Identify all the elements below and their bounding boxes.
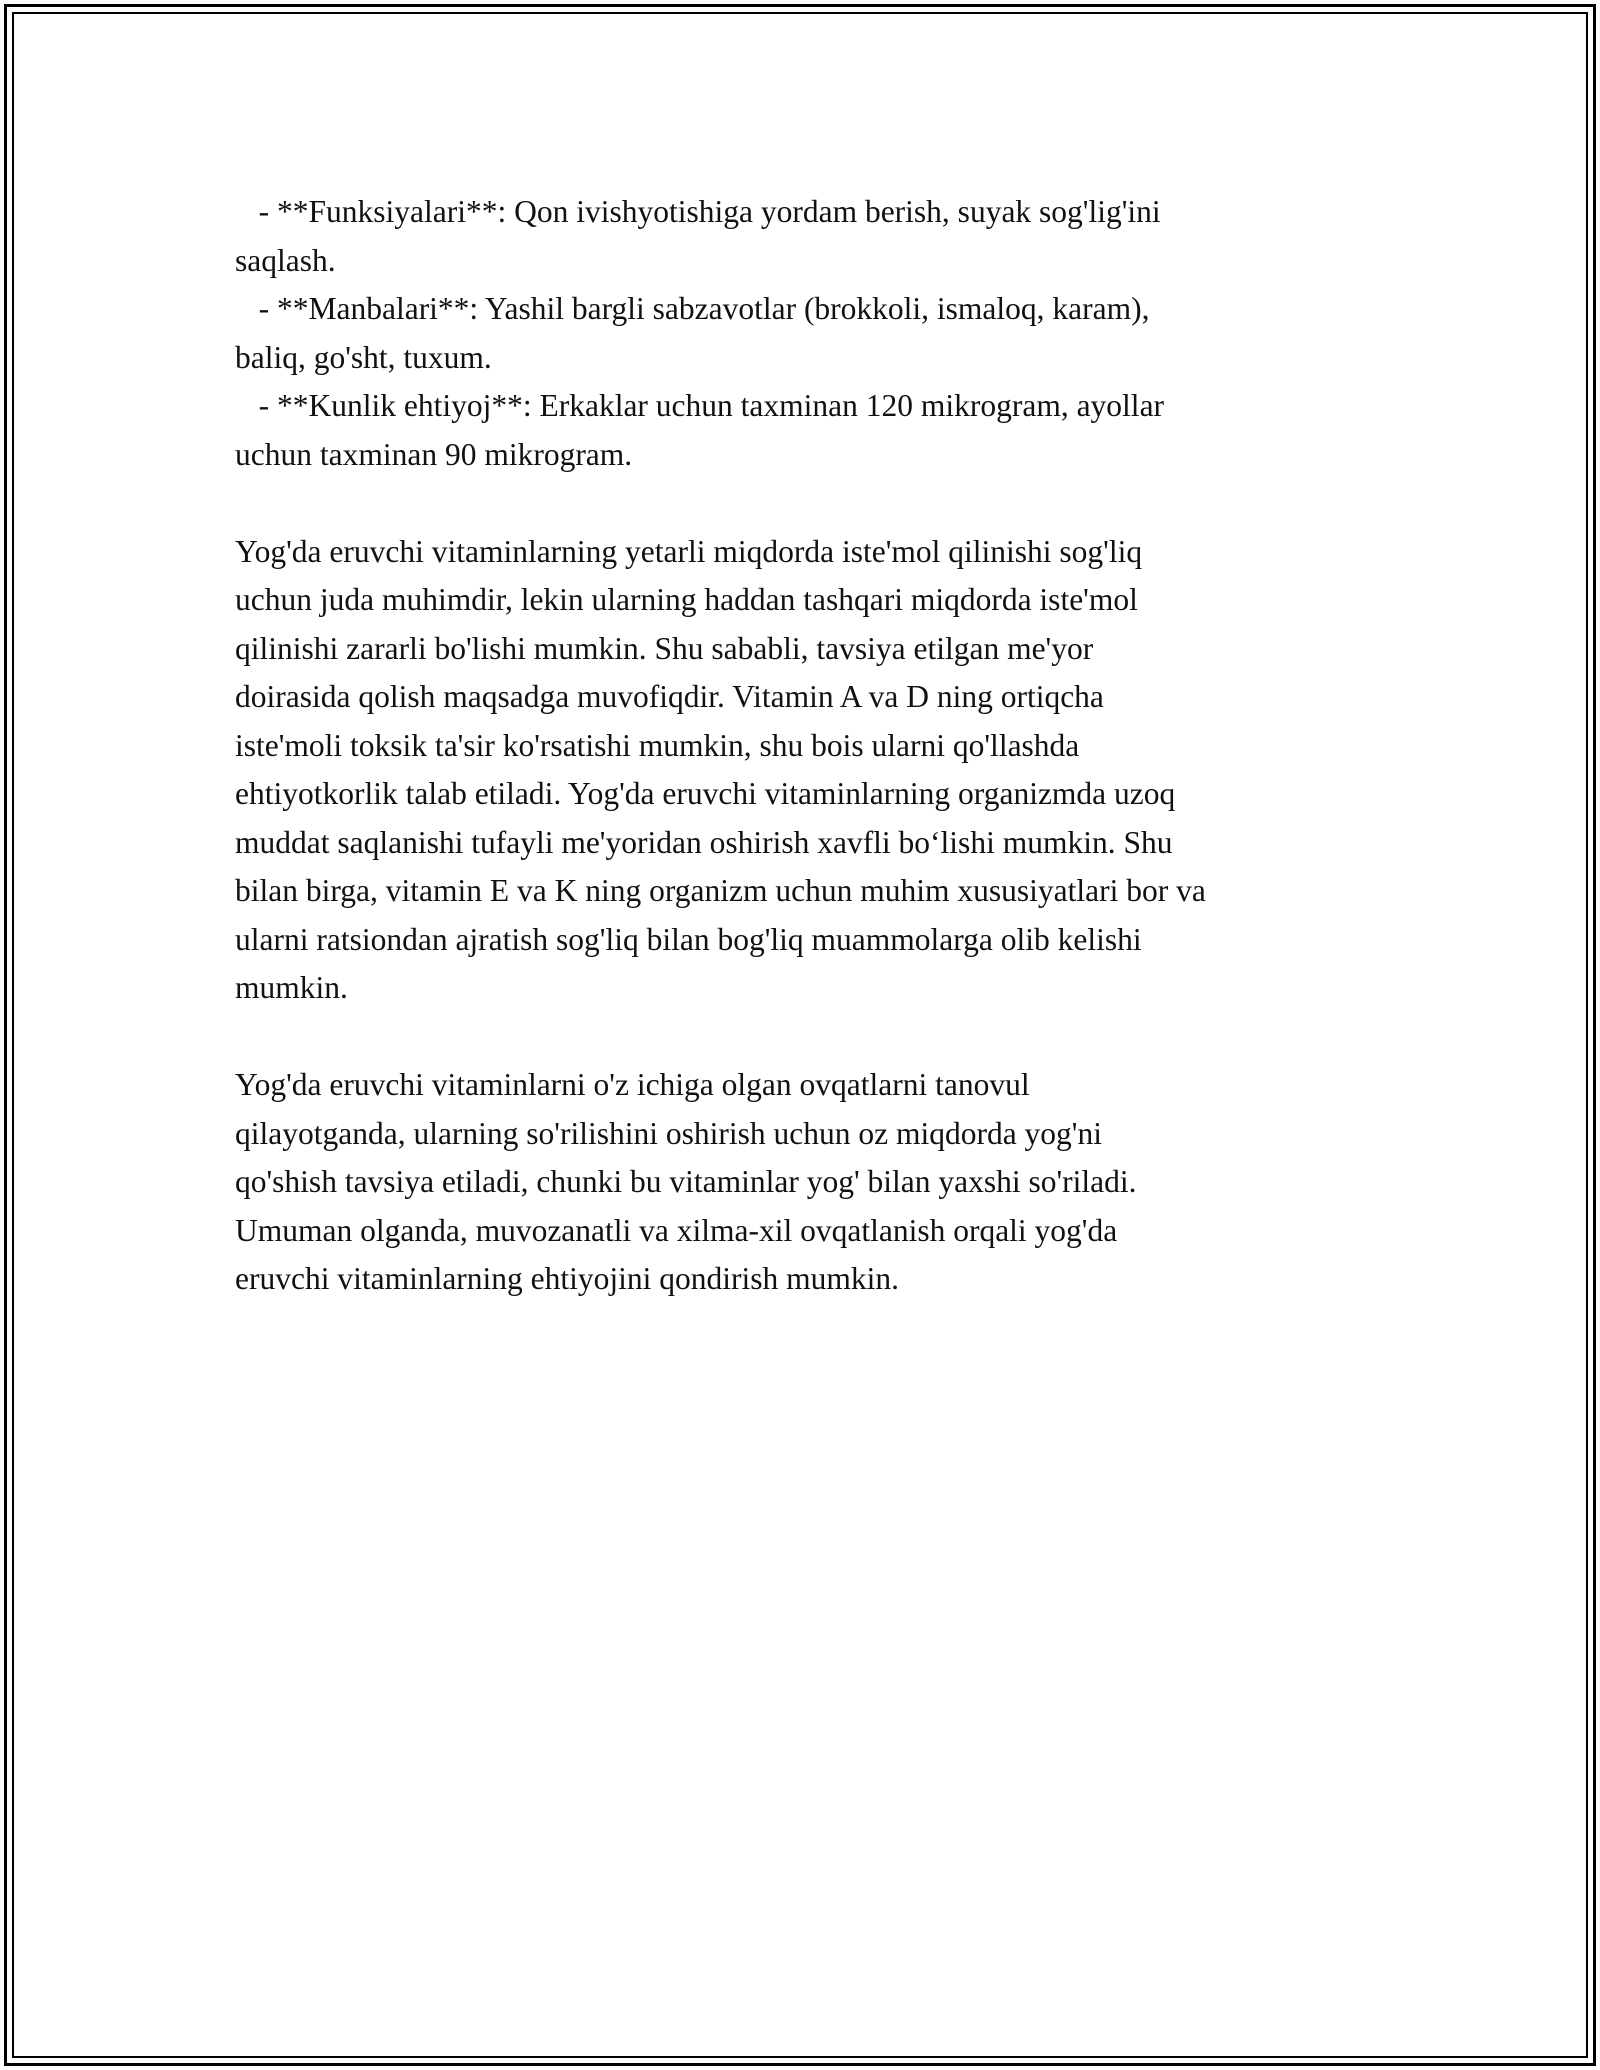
list-line: saqlash. <box>235 242 336 278</box>
paragraph-line: iste'moli toksik ta'sir ko'rsatishi mumkin, shu bois ularni qo'llashda <box>235 727 1080 763</box>
list-line: uchun taxminan 90 mikrogram. <box>235 436 633 472</box>
paragraph-line: Umuman olganda, muvozanatli va xilma-xil ovqatlanish orqali yog'da <box>235 1212 1118 1248</box>
paragraph-line: doirasida qolish maqsadga muvofiqdir. Vitamin A va D ning ortiqcha <box>235 679 1104 714</box>
paragraph-line: qilayotganda, ularning so'rilishini oshirish uchun oz miqdorda yog'ni <box>235 1115 1102 1151</box>
list-line: - **Manbalari**: Yashil bargli sabzavotlar (brokkoli, ismaloq, karam), <box>235 291 1150 326</box>
list-line: - **Kunlik ehtiyoj**: Erkaklar uchun taxminan 120 mikrogram, ayollar <box>235 388 1165 423</box>
paragraph-line: muddat saqlanishi tufayli me'yoridan oshirish xavfli bo‘lishi mumkin. Shu <box>235 824 1173 860</box>
paragraph-line: bilan birga, vitamin E va K ning organizm uchun muhim xususiyatlari bor va <box>235 873 1206 908</box>
paragraph-line: eruvchi vitaminlarning ehtiyojini qondirish mumkin. <box>235 1261 900 1296</box>
paragraph-line: qo'shish tavsiya etiladi, chunki bu vitaminlar yog' bilan yaxshi so'riladi. <box>235 1164 1137 1199</box>
paragraph-line: ularni ratsiondan ajratish sog'liq bilan bog'liq muammolarga olib kelishi <box>235 921 1142 957</box>
list-line: - **Funksiyalari**: Qon ivishyotishiga yordam berish, suyak sog'lig'ini <box>235 194 1161 229</box>
list-line: baliq, go'sht, tuxum. <box>235 339 492 375</box>
paragraph-2 <box>235 1061 1375 1304</box>
paragraph-line: qilinishi zararli bo'lishi mumkin. Shu sababli, tavsiya etilgan me'yor <box>235 630 1094 666</box>
paragraph-line: uchun juda muhimdir, lekin ularning haddan tashqari miqdorda iste'mol <box>235 582 1138 617</box>
paragraph-spacer <box>235 1013 1375 1062</box>
vitamin-k-list <box>235 188 1375 479</box>
paragraph-line: ehtiyotkorlik talab etiladi. Yog'da eruvchi vitaminlarning organizmda uzoq <box>235 776 1176 811</box>
paragraph-line: Yog'da eruvchi vitaminlarni o'z ichiga olgan ovqatlarni tanovul <box>235 1067 1030 1102</box>
document-body <box>235 188 1375 1304</box>
paragraph-spacer <box>235 479 1375 528</box>
paragraph-line: mumkin. <box>235 970 348 1005</box>
paragraph-1 <box>235 528 1375 1013</box>
paragraph-line: Yog'da eruvchi vitaminlarning yetarli miqdorda iste'mol qilinishi sog'liq <box>235 533 1143 569</box>
